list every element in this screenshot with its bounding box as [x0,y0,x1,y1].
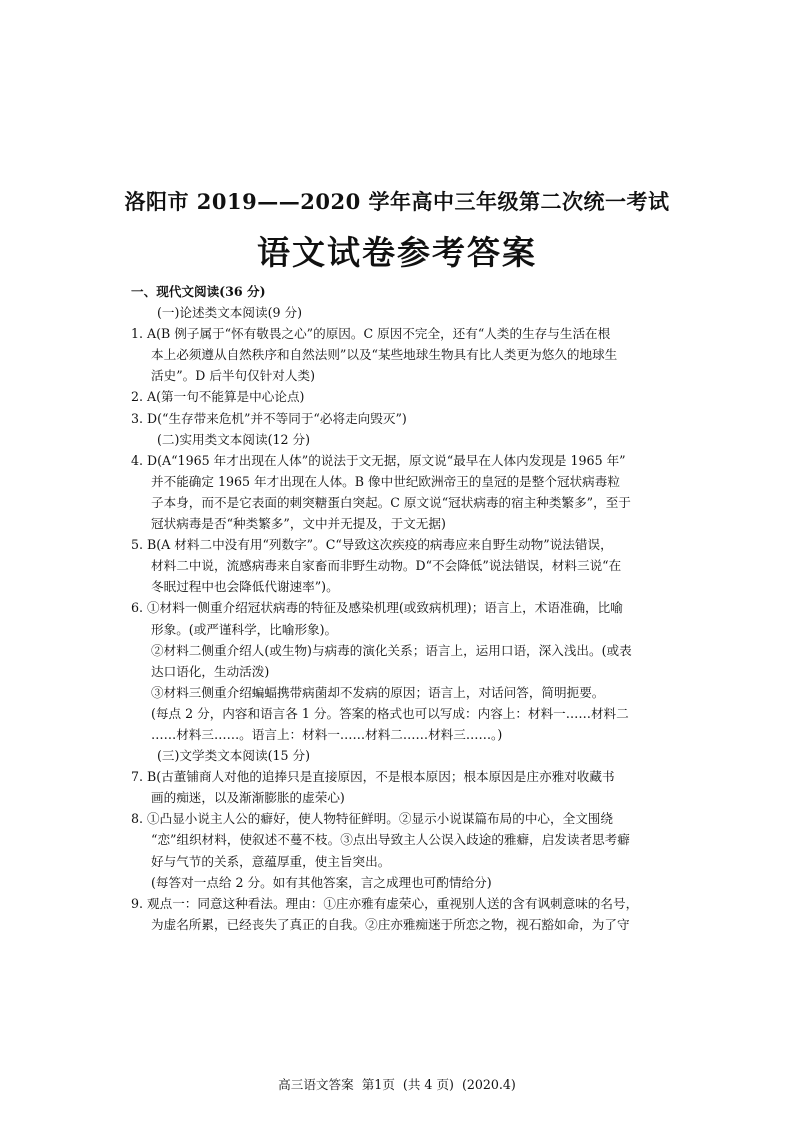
answer-item: 7. B(古董铺商人对他的追捧只是直接原因，不是根本原因；根本原因是庄亦雅对收藏书 [131,769,615,785]
answer-continuation: (每答对一点给 2 分。如有其他答案，言之成理也可酌情给分) [151,874,492,890]
answer-item: 8. ①凸显小说主人公的癖好，使人物特征鲜明。②显示小说谋篇布局的中心，全文围绕 [131,811,613,827]
answer-continuation: 活史”。D 后半句仅针对人类) [151,368,315,384]
answer-continuation: 好与气节的关系，意蕴厚重，使主旨突出。 [151,853,391,869]
answer-continuation: ②材料二侧重介绍人(或生物)与病毒的演化关系；语言上，运用口语，深入浅出。(或表 [151,642,632,658]
answer-continuation: 形象。(或严谨科学，比喻形象)。 [151,621,338,637]
answer-continuation: 画的痴迷，以及渐渐膨胀的虚荣心) [151,790,345,806]
answer-continuation: 材料二中说，流感病毒来自家畜而非野生动物。D“不会降低”说法错误，材料三说“在 [151,558,622,574]
answer-continuation: ……材料三……。语言上：材料一……材料二……材料三……。) [151,726,503,742]
answer-item: 6. ①材料一侧重介绍冠状病毒的特征及感染机理(或致病机理)；语言上，术语准确，比喻 [131,600,623,616]
answer-continuation: (每点 2 分，内容和语言各 1 分。答案的格式也可以写成：内容上：材料一……材料二 [151,705,629,721]
answer-item: 1. A(B 例子属于“怀有敬畏之心”的原因。C 原因不完全，还有“人类的生存与生活在根 [131,326,611,342]
answer-continuation: 本上必须遵从自然秩序和自然法则”以及“某些地球生物具有比人类更为悠久的地球生 [151,347,618,363]
section-heading: 一、现代文阅读(36 分) [131,284,266,299]
answer-continuation: 冠状病毒是否“种类繁多”，文中并无提及，于文无据) [151,516,446,532]
answer-item: 5. B(A 材料二中没有用“列数字”。C“导致这次疾疫的病毒应来自野生动物”说法错误， [131,537,613,553]
page-footer: 高三语文答案 第1页 (共 4 页) (2020.4) [278,1077,516,1092]
answer-item: 4. D(A“1965 年才出现在人体”的说法于文无据，原文说“最早在人体内发现是 1965 年” [131,452,626,468]
subsection-heading: (二)实用类文本阅读(12 分) [157,431,311,447]
exam-title: 洛阳市 2019——2020 学年高中三年级第二次统一考试 [124,189,670,214]
answer-continuation: 并不能确定 1965 年才出现在人体。B 像中世纪欧洲帝王的皇冠的是整个冠状病毒粒 [151,473,620,489]
answer-content [131,281,666,935]
answer-continuation: ③材料三侧重介绍蝙蝠携带病菌却不发病的原因；语言上，对话问答，简明扼要。 [151,684,605,700]
subsection-heading: (三)文学类文本阅读(15 分) [157,748,311,764]
answer-item: 3. D(“生存带来危机”并不等同于“必将走向毁灭”) [131,410,407,426]
answer-continuation: 子本身，而不是它表面的刺突糖蛋白突起。C 原文说“冠状病毒的宿主种类繁多”，至于 [151,494,631,510]
answer-continuation: 冬眠过程中也会降低代谢速率”)。 [151,579,339,595]
answer-continuation: 为虚名所累，已经丧失了真正的自我。②庄亦雅痴迷于所恋之物，视石豁如命，为了守 [151,916,630,932]
answer-item: 9. 观点一：同意这种看法。理由：①庄亦雅有虚荣心，重视别人送的含有讽刺意味的名号， [131,895,639,911]
answer-continuation: 达口语化，生动活泼) [151,663,270,679]
answer-continuation: “恋”组织材料，使叙述不蔓不枝。③点出导致主人公误入歧途的雅癖，启发读者思考癖 [151,832,630,848]
subsection-heading: (一)论述类文本阅读(9 分) [157,305,303,321]
answer-item: 2. A(第一句不能算是中心论点) [131,389,305,405]
document-title: 语文试卷参考答案 [257,233,537,272]
